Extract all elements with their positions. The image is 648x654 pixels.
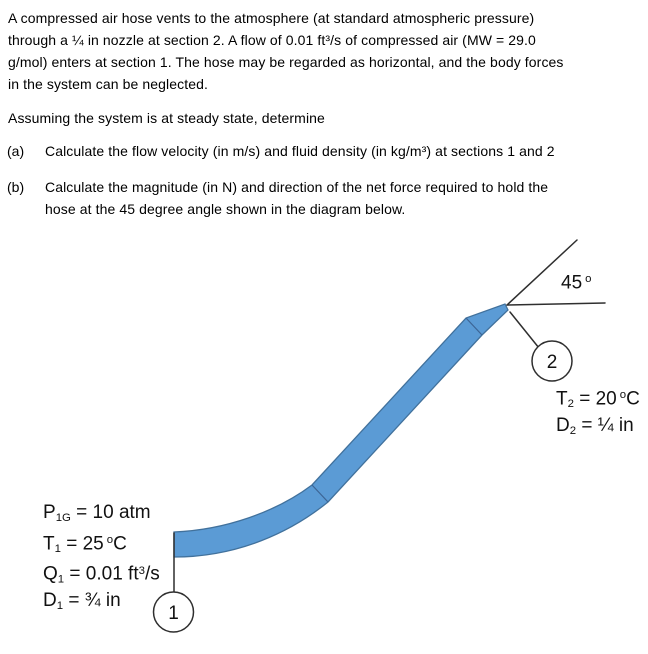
symbol: Q xyxy=(43,563,58,585)
superscript: 3 xyxy=(138,564,145,577)
angle-value: 45 xyxy=(561,272,583,294)
property-line-d2 xyxy=(556,415,640,442)
hose-shape xyxy=(174,304,508,557)
value: = ¼ in xyxy=(576,415,634,437)
item-a-text: Calculate the flow velocity (in m/s) and fluid density (in kg/m³) at sections 1 and 2 xyxy=(45,143,555,159)
subscript: 1 xyxy=(57,573,65,586)
value: = 0.01 ft xyxy=(64,563,139,585)
value: = ¾ in xyxy=(63,590,121,612)
subscript: 1 xyxy=(54,542,61,555)
symbol: T xyxy=(556,388,568,410)
unit: /s xyxy=(144,563,160,585)
angle-baseline xyxy=(507,303,605,305)
unit: C xyxy=(626,388,640,410)
section1-properties xyxy=(43,502,160,617)
item-a-label: (a) xyxy=(7,143,25,159)
section1-number: 1 xyxy=(168,603,179,624)
paragraph-line: A compressed air hose vents to the atmosphere (at standard atmospheric pressure) xyxy=(8,10,535,26)
property-line-t2 xyxy=(556,384,640,415)
paragraph-line: g/mol) enters at section 1. The hose may be regarded as horizontal, and the body forces xyxy=(8,54,564,70)
subscript: 2 xyxy=(567,398,574,411)
paragraph-line: in the system can be neglected. xyxy=(8,76,208,92)
paragraph-line: through a ¼ in nozzle at section 2. A flow of 0.01 ft³/s of compressed air (MW = 29.0 xyxy=(8,32,536,48)
symbol: T xyxy=(43,533,55,555)
value: = 25 xyxy=(60,533,104,555)
leader-line-section2 xyxy=(510,312,539,348)
item-b-label: (b) xyxy=(7,179,25,195)
value: = 20 xyxy=(573,388,617,410)
item-b-text-line-2: hose at the 45 degree angle shown in the diagram below. xyxy=(45,201,406,217)
value: = 10 atm xyxy=(70,502,151,523)
symbol: D xyxy=(556,415,570,437)
superscript: o xyxy=(106,533,114,546)
subscript: 1 xyxy=(56,600,64,613)
superscript: o xyxy=(619,389,627,401)
section2-number: 2 xyxy=(546,352,558,373)
property-line-d1 xyxy=(43,590,160,617)
property-line-p1g xyxy=(43,502,160,529)
item-b-text-line-1: Calculate the magnitude (in N) and direction of the net force required to hold the xyxy=(45,179,549,195)
symbol: D xyxy=(43,590,57,612)
degree-symbol: o xyxy=(585,273,592,285)
section2-properties xyxy=(556,384,640,442)
symbol: P xyxy=(43,502,56,523)
property-line-t1 xyxy=(43,529,160,560)
property-line-q1 xyxy=(43,560,160,591)
subscript: 1G xyxy=(55,511,71,524)
paragraph-line: Assuming the system is at steady state, determine xyxy=(8,110,325,126)
unit: C xyxy=(113,533,127,555)
angle-label xyxy=(561,268,591,294)
subscript: 2 xyxy=(569,424,577,437)
